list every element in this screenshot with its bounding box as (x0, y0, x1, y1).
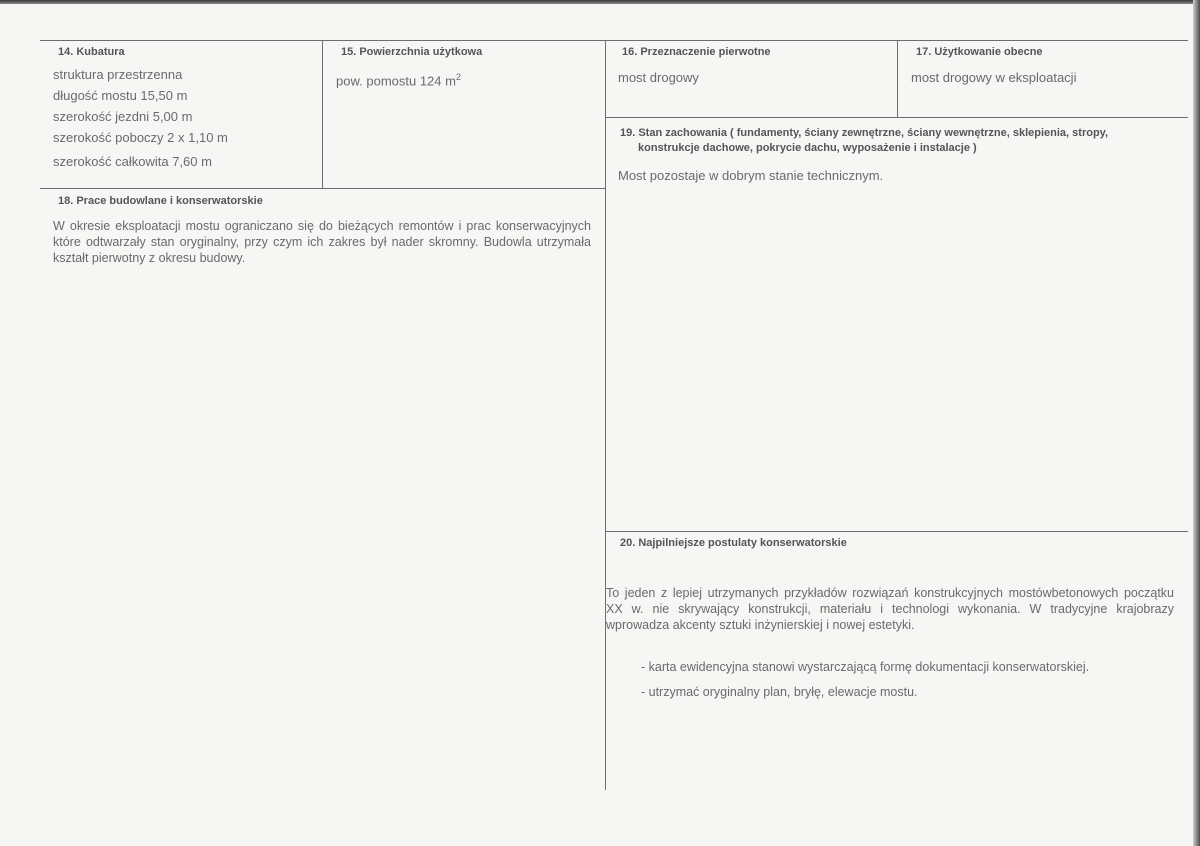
scan-right-edge (1193, 0, 1200, 846)
stan-text: Most pozostaje w dobrym stanie technicznym. (618, 168, 884, 183)
postulaty-text: To jeden z lepiej utrzymanych przykładów rozwiązań konstrukcyjnych mostówbetonowych początku XX w. nie skrywający konstrukcji, materiału i technologi wykonania. W tradycyjne krajobrazy wprowadza akcenty sztuki inżynierskiej i nowej estetyki. (606, 586, 1174, 632)
section-16-header: 16. Przeznaczenie pierwotne (622, 46, 771, 58)
top-rule (40, 40, 1188, 41)
kubatura-line-1: struktura przestrzenna (53, 67, 183, 82)
rule-under-row1-right (605, 117, 1188, 118)
postulaty-item-1: - karta ewidencyjna stanowi wystarczającą formę dokumentacji konserwatorskiej. (641, 660, 1090, 674)
section-20-header: 20. Najpilniejsze postulaty konserwatorskie (620, 537, 847, 549)
scan-top-edge (0, 0, 1200, 4)
powierzchnia-exponent: 2 (455, 72, 461, 82)
kubatura-line-2: długość mostu 15,50 m (53, 88, 188, 103)
main-divider (605, 40, 606, 790)
przeznaczenie-value: most drogowy (618, 70, 699, 85)
powierzchnia-value (336, 67, 461, 91)
section-15-header: 15. Powierzchnia użytkowa (341, 46, 483, 58)
section-19-header-line-2: konstrukcje dachowe, pokrycie dachu, wyposażenie i instalacje ) (638, 142, 977, 154)
uzytkowanie-value: most drogowy w eksploatacji (911, 70, 1077, 85)
section-14-header: 14. Kubatura (58, 46, 125, 58)
kubatura-line-3: szerokość jezdni 5,00 m (53, 109, 193, 124)
kubatura-line-5: szerokość całkowita 7,60 m (53, 154, 212, 169)
section-19-header-line-1: 19. Stan zachowania ( fundamenty, ściany zewnętrzne, ściany wewnętrzne, sklepienia, stropy, (620, 127, 1109, 139)
section-18-header: 18. Prace budowlane i konserwatorskie (58, 195, 263, 207)
rule-above-section-20 (605, 531, 1188, 532)
powierzchnia-text: pow. pomostu 124 m (336, 73, 456, 89)
section-17-header: 17. Użytkowanie obecne (916, 46, 1043, 58)
divider-16-17 (897, 40, 898, 117)
prace-text: W okresie eksploatacji mostu ograniczano się do bieżących remontów i prac konserwacyjnych które odtwarzały stan oryginalny, przy czym ich zakres był nader skromny. Budowla utrzymała kształt pierwotny z okresu budowy. (53, 219, 591, 265)
kubatura-line-4: szerokość poboczy 2 x 1,10 m (53, 130, 228, 145)
rule-under-row1-left (40, 188, 605, 189)
postulaty-item-2: - utrzymać oryginalny plan, bryłę, elewacje mostu. (641, 685, 918, 699)
divider-14-15 (322, 40, 323, 188)
